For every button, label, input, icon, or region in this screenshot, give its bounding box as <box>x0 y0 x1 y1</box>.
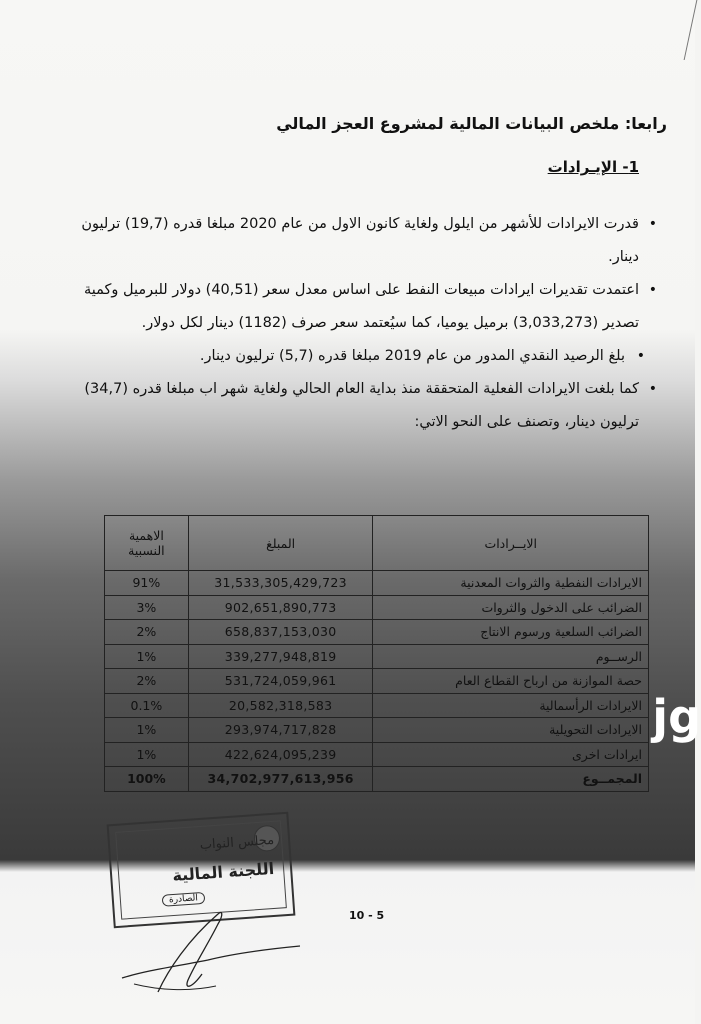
row-amount: 902,651,890,773 <box>188 595 373 620</box>
row-name: حصة الموازنة من ارباح القطاع العام <box>373 669 649 694</box>
row-name: الضرائب على الدخول والثروات <box>373 595 649 620</box>
row-pct: 1% <box>105 644 189 669</box>
row-pct: 91% <box>105 571 189 596</box>
table-row <box>105 693 649 718</box>
bullet-item: • اعتمدت تقديرات ايرادات مبيعات النفط على اساس معدل سعر (40,51) دولار للبرميل وكمية تصدير (3,033,273) برميل يوميا، كما سيُعتمد سعر صرف (1182) دينار لكل دولار. <box>49 274 659 340</box>
total-amount: 34,702,977,613,956 <box>188 767 373 792</box>
row-amount: 20,582,318,583 <box>188 693 373 718</box>
page-edge-line <box>670 0 698 60</box>
page-number: 10 - 5 <box>349 909 385 922</box>
table-row <box>105 644 649 669</box>
stamp-council-name: مجلس النواب <box>199 832 275 854</box>
header-amount: المبلغ <box>188 516 373 571</box>
row-pct: 3% <box>105 595 189 620</box>
row-name: الايرادات الرأسمالية <box>373 693 649 718</box>
table-row <box>105 595 649 620</box>
row-name: الايرادات النفطية والثروات المعدنية <box>373 571 649 596</box>
stamp-label: الصادرة <box>162 892 206 907</box>
table-row <box>105 718 649 743</box>
row-pct: 0.1% <box>105 693 189 718</box>
row-pct: 2% <box>105 620 189 645</box>
bullet-item: • كما بلغت الايرادات الفعلية المتحققة منذ بداية العام الحالي ولغاية شهر اب مبلغا قدره (34,7) ترليون دينار، وتصنف على النحو الاتي: <box>49 373 659 439</box>
bullet-item: • قدرت الايرادات للأشهر من ايلول ولغاية كانون الاول من عام 2020 مبلغا قدره (19,7) ترليون دينار. <box>49 208 659 274</box>
total-pct: 100% <box>105 767 189 792</box>
row-amount: 293,974,717,828 <box>188 718 373 743</box>
header-relative-importance: الاهمية النسبية <box>105 516 189 571</box>
revenues-table <box>104 515 649 792</box>
signature-icon <box>118 900 308 1000</box>
revenues-table-container <box>104 515 649 792</box>
table-row <box>105 742 649 767</box>
row-name: الضرائب السلعية ورسوم الانتاج <box>373 620 649 645</box>
bullet-item: • بلغ الرصيد النقدي المدور من عام 2019 مبلغا قدره (5,7) ترليون دينار. <box>49 340 659 373</box>
header-revenue-name: الايــرادات <box>373 516 649 571</box>
row-name: الايرادات التحويلية <box>373 718 649 743</box>
total-label: المجمــوع <box>373 767 649 792</box>
revenues-subheading: 1- الإيـرادات <box>547 158 639 176</box>
table-header-row <box>105 516 649 571</box>
row-pct: 1% <box>105 718 189 743</box>
row-amount: 422,624,095,239 <box>188 742 373 767</box>
overlay-text: jg <box>652 690 701 744</box>
row-amount: 531,724,059,961 <box>188 669 373 694</box>
stamp-committee-name: اللجنة المالية <box>171 858 275 885</box>
section-heading: رابعا: ملخص البيانات المالية لمشروع العجز المالي <box>276 114 667 133</box>
row-amount: 31,533,305,429,723 <box>188 571 373 596</box>
row-name: ايرادات اخرى <box>373 742 649 767</box>
table-row <box>105 669 649 694</box>
row-amount: 339,277,948,819 <box>188 644 373 669</box>
row-name: الرســوم <box>373 644 649 669</box>
table-row <box>105 620 649 645</box>
row-amount: 658,837,153,030 <box>188 620 373 645</box>
table-total-row <box>105 767 649 792</box>
bullet-list <box>49 208 659 439</box>
row-pct: 1% <box>105 742 189 767</box>
row-pct: 2% <box>105 669 189 694</box>
table-row <box>105 571 649 596</box>
